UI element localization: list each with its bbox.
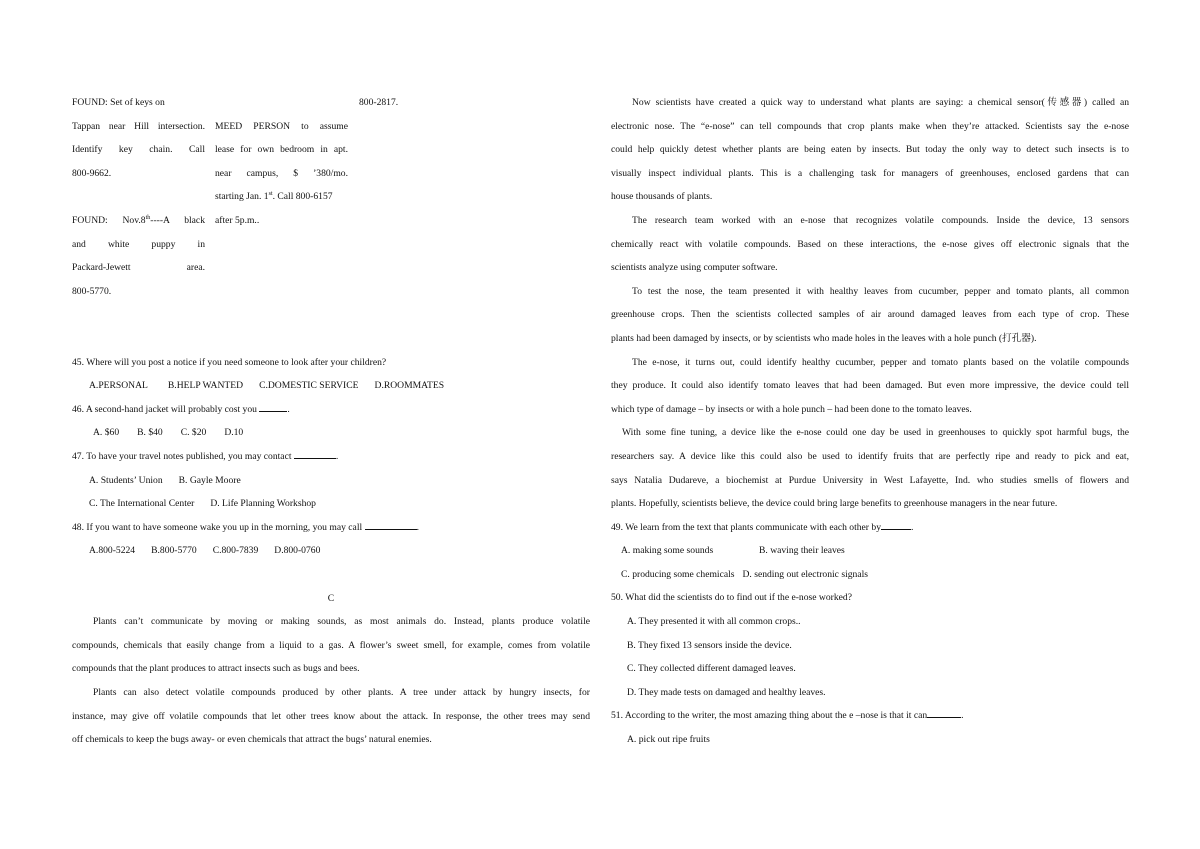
answer-options bbox=[72, 421, 590, 445]
question-45 bbox=[72, 351, 590, 398]
ad-line: after 5p.m.. bbox=[215, 214, 260, 226]
question-stem: 51. According to the writer, the most amazing thing about the e –nose is that it can . bbox=[611, 710, 964, 722]
answer-options bbox=[611, 563, 1129, 587]
text-line: plants. Hopefully, scientists believe, the device could bring large benefits to greenhouse managers in the near future. bbox=[611, 498, 1058, 510]
answer-options bbox=[72, 469, 590, 493]
text-line: electronic nose. The “e-nose” can tell compounds that crop plants make when they’re attacked. Scientists say the e-nose bbox=[611, 120, 1129, 132]
ad-line bbox=[215, 91, 348, 115]
paragraph bbox=[611, 280, 1129, 351]
text-line: off chemicals to keep the bugs away- or even chemicals that attract the bugs’ natural enemies. bbox=[72, 734, 432, 746]
option-b[interactable]: B. They fixed 13 sensors inside the device. bbox=[627, 639, 792, 651]
ad-line: and white puppy in bbox=[72, 238, 205, 250]
ad-column-1 bbox=[72, 91, 205, 303]
ad-line: 800-9662. bbox=[72, 167, 112, 179]
option-b[interactable]: B. waving their leaves bbox=[759, 545, 845, 557]
option-a[interactable]: A. pick out ripe fruits bbox=[627, 734, 710, 746]
ad-line: FOUND: Set of keys on bbox=[72, 97, 165, 108]
option-a[interactable]: A. $60 bbox=[93, 427, 120, 439]
answer-blank[interactable] bbox=[881, 520, 911, 530]
text-line: could help quickly detest whether plants are being eaten by insects. But today the only way to detect such insects is to bbox=[611, 144, 1129, 156]
question-49 bbox=[611, 516, 1129, 587]
paragraph bbox=[611, 209, 1129, 280]
ad-line: Identify key chain. Call bbox=[72, 144, 205, 156]
option-d[interactable]: D.800-0760 bbox=[274, 545, 321, 557]
option-d[interactable]: D. Life Planning Workshop bbox=[210, 498, 316, 510]
answer-blank[interactable] bbox=[927, 708, 961, 718]
answer-blank[interactable] bbox=[259, 402, 287, 412]
question-46 bbox=[72, 398, 590, 445]
ad-line: Packard-Jewett area. bbox=[72, 262, 205, 274]
text-line: plants had been damaged by insects, or by scientists who made holes in the leaves with a hole punch (打孔器). bbox=[611, 332, 1037, 344]
ad-line: 800-2817. bbox=[359, 97, 399, 108]
ad-line: near campus, $ ’380/mo. bbox=[215, 167, 348, 179]
answer-options bbox=[611, 539, 1129, 563]
ad-line: MEED PERSON to assume bbox=[215, 120, 348, 132]
text-line: compounds, chemicals that easily change from a liquid to a gas. A flower’s sweet smell, for example, comes from volatile bbox=[72, 639, 590, 651]
text-line: instance, may give off volatile compounds that let other trees know about the attack. In response, the other trees may send bbox=[72, 710, 590, 722]
answer-options bbox=[72, 374, 590, 398]
option-c[interactable]: C. $20 bbox=[180, 427, 207, 439]
option-c[interactable]: C. The International Center bbox=[89, 498, 195, 510]
paragraph bbox=[611, 421, 1129, 515]
question-stem: 45. Where will you post a notice if you need someone to look after your children? bbox=[72, 356, 387, 368]
text-line: house thousands of plants. bbox=[611, 191, 713, 203]
text-line: greenhouse crops. Then the scientists collected samples of air around damaged leaves from each type of crop. These bbox=[611, 309, 1129, 321]
option-a[interactable]: A. Students’ Union bbox=[89, 474, 163, 486]
text-line: Plants can’t communicate by moving or making sounds, as most animals do. Instead, plants produce volatile bbox=[93, 616, 590, 628]
answer-options bbox=[72, 492, 590, 516]
text-line: The research team worked with an e-nose that recognizes volatile compounds. Inside the device, 13 sensors bbox=[632, 214, 1129, 226]
text-line: which type of damage – by insects or with a hole punch – had been done to the tomato leaves. bbox=[611, 403, 972, 415]
question-50 bbox=[611, 586, 1129, 704]
option-a[interactable]: A. making some sounds bbox=[621, 545, 714, 557]
ad-line: starting Jan. 1st. Call 800-6157 bbox=[215, 191, 333, 203]
question-stem: 50. What did the scientists do to find out if the e-nose worked? bbox=[611, 592, 852, 604]
paragraph bbox=[611, 91, 1129, 209]
option-d[interactable]: D.ROOMMATES bbox=[374, 380, 445, 392]
text-line: visually inspect individual plants. This is a challenging task for managers of greenhouses, enclosed gardens that can bbox=[611, 167, 1129, 179]
ad-line: Tappan near Hill intersection. bbox=[72, 120, 205, 132]
option-d[interactable]: D.10 bbox=[224, 427, 244, 439]
option-c[interactable]: C. They collected different damaged leaves. bbox=[627, 663, 796, 675]
text-line: Now scientists have created a quick way to understand what plants are saying: a chemical sensor(传感器) called an bbox=[632, 97, 1129, 108]
option-b[interactable]: B. $40 bbox=[137, 427, 163, 439]
text-line: says Natalia Dudareve, a biochemist at Purdue University in West Lafayette, Ind. who studies smells of flowers and bbox=[611, 474, 1129, 486]
option-d[interactable]: D. sending out electronic signals bbox=[742, 568, 868, 580]
option-a[interactable]: A.800-5224 bbox=[89, 545, 136, 557]
left-column bbox=[72, 91, 590, 752]
option-c[interactable]: C.DOMESTIC SERVICE bbox=[259, 380, 359, 392]
question-stem: 47. To have your travel notes published, you may contact . bbox=[72, 450, 339, 462]
paragraph bbox=[611, 351, 1129, 422]
question-stem: 48. If you want to have someone wake you up in the morning, you may call . bbox=[72, 521, 419, 533]
answer-blank[interactable] bbox=[294, 449, 336, 459]
paragraph bbox=[72, 610, 590, 681]
option-a[interactable]: A.PERSONAL bbox=[89, 380, 148, 392]
text-line: compounds that the plant produces to attract insects such as bugs and bees. bbox=[72, 663, 360, 675]
text-line: The e-nose, it turns out, could identify healthy cucumber, pepper and tomato plants based on the volatile compounds bbox=[632, 356, 1129, 368]
question-48 bbox=[72, 516, 590, 563]
text-line: they produce. It could also identify tomato leaves that had been damaged. But even more impressive, the device could tell bbox=[611, 380, 1129, 392]
answer-options bbox=[72, 539, 590, 563]
text-line: With some fine tuning, a device like the e-nose could one day be used in greenhouses to quickly spot harmful bugs, the bbox=[622, 427, 1129, 439]
option-b[interactable]: B. Gayle Moore bbox=[178, 474, 241, 486]
text-line: scientists analyze using computer software. bbox=[611, 262, 778, 274]
question-51 bbox=[611, 704, 1129, 751]
option-b[interactable]: B.HELP WANTED bbox=[167, 380, 244, 392]
option-b[interactable]: B.800-5770 bbox=[151, 545, 197, 557]
ad-column-2 bbox=[215, 91, 348, 233]
option-a[interactable]: A. They presented it with all common crops.. bbox=[627, 616, 801, 628]
ad-column-3 bbox=[359, 91, 479, 115]
text-line: researchers say. A device like this could also be used to identify fruits that are perfectly ripe and ready to pick and eat, bbox=[611, 450, 1129, 462]
option-d[interactable]: D. They made tests on damaged and healthy leaves. bbox=[627, 686, 826, 698]
ad-line: 800-5770. bbox=[72, 285, 112, 297]
option-c[interactable]: C.800-7839 bbox=[212, 545, 259, 557]
ad-line: lease for own bedroom in apt. bbox=[215, 144, 348, 156]
paragraph bbox=[72, 681, 590, 752]
text-line: Plants can also detect volatile compounds produced by other plants. A tree under attack by hungry insects, for bbox=[93, 686, 590, 698]
question-stem: 46. A second-hand jacket will probably cost you . bbox=[72, 403, 290, 415]
text-line: To test the nose, the team presented it with healthy leaves from cucumber, pepper and tomato plants, all common bbox=[632, 285, 1129, 297]
classified-ads bbox=[72, 91, 590, 327]
answer-blank[interactable] bbox=[365, 520, 417, 530]
section-heading: C bbox=[327, 592, 335, 604]
ad-line: FOUND: Nov.8th----A black bbox=[72, 214, 205, 226]
question-stem: 49. We learn from the text that plants communicate with each other by . bbox=[611, 521, 914, 533]
ad-line bbox=[72, 185, 205, 209]
option-c[interactable]: C. producing some chemicals bbox=[621, 568, 735, 580]
text-line: chemically react with volatile compounds. Based on these interactions, the e-nose gives off electronic signals that the bbox=[611, 238, 1129, 250]
right-column bbox=[611, 91, 1129, 752]
question-47 bbox=[72, 445, 590, 516]
